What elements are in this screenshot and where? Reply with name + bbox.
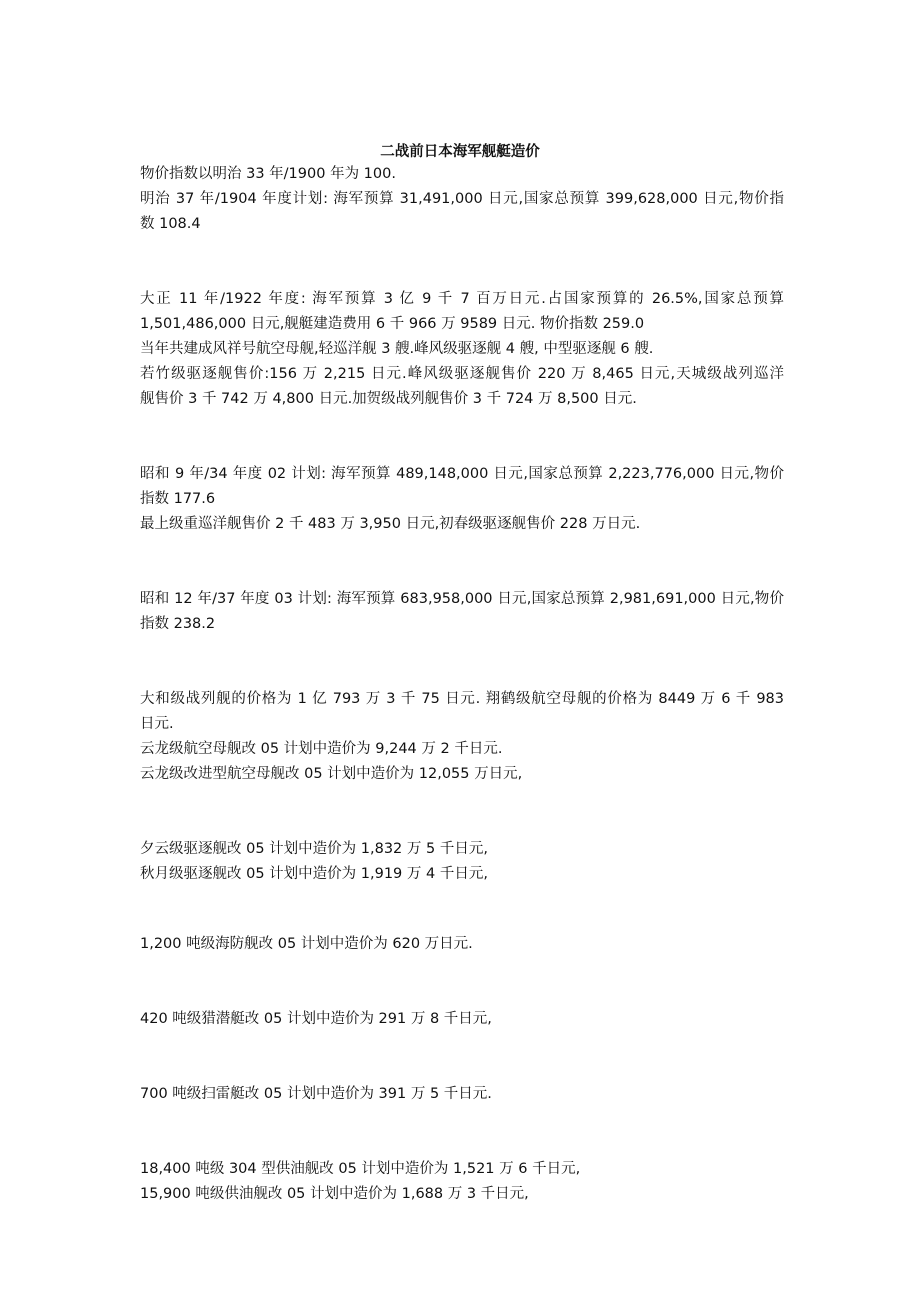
- document-body: [140, 162, 784, 1207]
- text-line: 1,200 吨级海防舰改 05 计划中造价为 620 万日元.: [140, 936, 473, 952]
- text-line: 秋月级驱逐舰改 05 计划中造价为 1,919 万 4 千日元,: [140, 866, 488, 882]
- paragraph-gap: [140, 1107, 784, 1157]
- text-line: 夕云级驱逐舰改 05 计划中造价为 1,832 万 5 千日元,: [140, 841, 488, 857]
- paragraph-gap: [140, 1032, 784, 1082]
- paragraph-gap: [140, 887, 784, 932]
- paragraph-gap: [140, 957, 784, 1007]
- text-line: 15,900 吨级供油舰改 05 计划中造价为 1,688 万 3 千日元,: [140, 1186, 529, 1202]
- paragraph-gap: [140, 412, 784, 462]
- paragraph-gap: [140, 537, 784, 587]
- text-line: 舰售价 3 千 742 万 4,800 日元.加贺级战列舰售价 3 千 724 万 8,500 日元.: [140, 391, 637, 407]
- text-line: 大和级战列舰的价格为 1 亿 793 万 3 千 75 日元. 翔鹤级航空母舰的价格为 8449 万 6 千 983: [140, 691, 784, 707]
- text-line: 420 吨级猎潜艇改 05 计划中造价为 291 万 8 千日元,: [140, 1011, 492, 1027]
- text-line: 指数 177.6: [140, 491, 216, 507]
- paragraph-gap: [140, 637, 784, 687]
- paragraph-gap: [140, 787, 784, 837]
- text-line: 最上级重巡洋舰售价 2 千 483 万 3,950 日元,初春级驱逐舰售价 228 万日元.: [140, 516, 641, 532]
- text-line: 当年共建成风祥号航空母舰,轻巡洋舰 3 艘.峰风级驱逐舰 4 艘, 中型驱逐舰 6 艘.: [140, 341, 654, 357]
- text-line: 1,501,486,000 日元,舰艇建造费用 6 千 966 万 9589 日元. 物价指数 259.0: [140, 316, 645, 332]
- text-line: 云龙级航空母舰改 05 计划中造价为 9,244 万 2 千日元.: [140, 741, 503, 757]
- text-line: 昭和 12 年/37 年度 03 计划: 海军预算 683,958,000 日元,国家总预算 2,981,691,000 日元,物价: [140, 591, 784, 607]
- text-line: 昭和 9 年/34 年度 02 计划: 海军预算 489,148,000 日元,国家总预算 2,223,776,000 日元,物价: [140, 466, 784, 482]
- text-line: 云龙级改进型航空母舰改 05 计划中造价为 12,055 万日元,: [140, 766, 523, 782]
- document-title: 二战前日本海军舰艇造价: [380, 144, 540, 160]
- text-line: 数 108.4: [140, 216, 201, 232]
- paragraph-gap: [140, 237, 784, 287]
- text-line: 指数 238.2: [140, 616, 216, 632]
- text-line: 大正 11 年/1922 年度: 海军预算 3 亿 9 千 7 百万日元.占国家预算的 26.5%,国家总预算: [140, 291, 784, 307]
- text-line: 物价指数以明治 33 年/1900 年为 100.: [140, 166, 396, 182]
- text-line: 日元.: [140, 716, 174, 732]
- text-line: 700 吨级扫雷艇改 05 计划中造价为 391 万 5 千日元.: [140, 1086, 492, 1102]
- text-line: 明治 37 年/1904 年度计划: 海军预算 31,491,000 日元,国家总预算 399,628,000 日元,物价指: [140, 191, 784, 207]
- text-line: 18,400 吨级 304 型供油舰改 05 计划中造价为 1,521 万 6 千日元,: [140, 1161, 581, 1177]
- text-line: 若竹级驱逐舰售价:156 万 2,215 日元.峰风级驱逐舰售价 220 万 8,465 日元,天城级战列巡洋: [140, 366, 784, 382]
